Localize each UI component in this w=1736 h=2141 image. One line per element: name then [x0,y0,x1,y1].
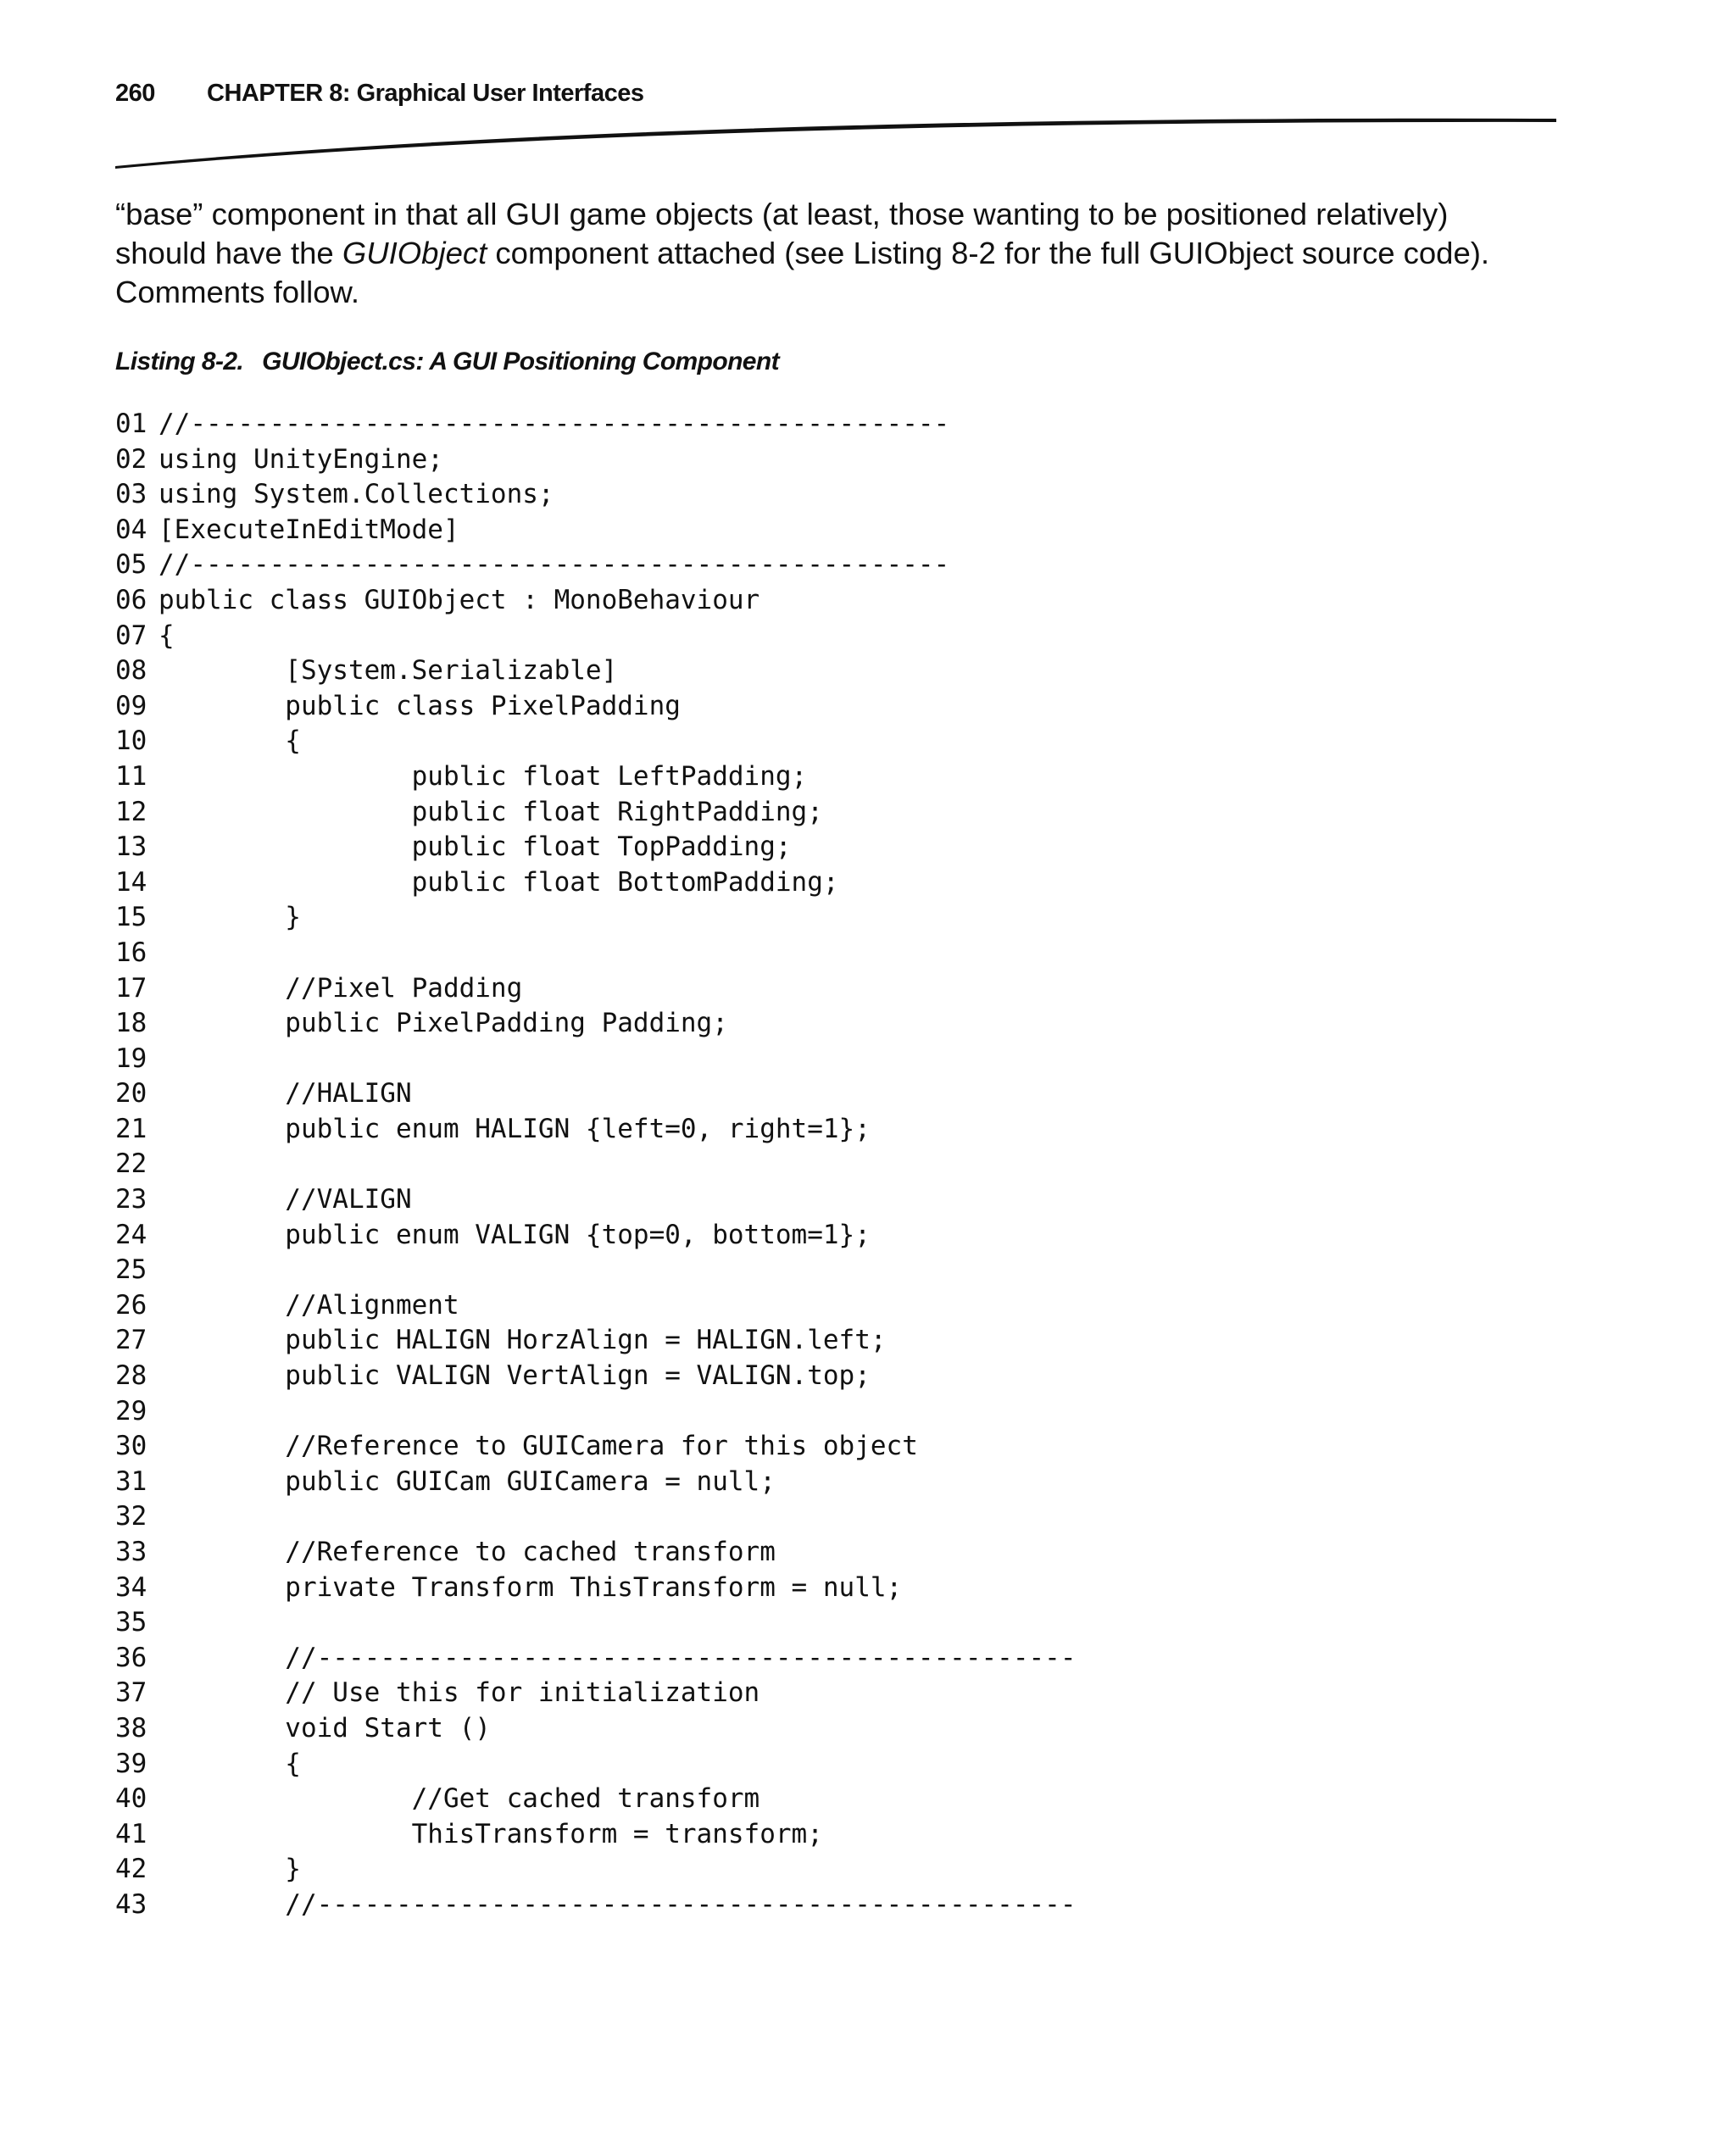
code-text: { [159,726,301,757]
code-text: //------------------------------------------------ [159,1888,1077,1920]
code-line [115,653,1077,689]
line-number: 32 [115,1501,147,1532]
code-text: public float RightPadding; [159,796,823,827]
line-number: 24 [115,1219,147,1250]
code-line [115,1782,1077,1817]
line-number: 37 [115,1677,147,1709]
line-number: 26 [115,1289,147,1321]
line-number: 36 [115,1642,147,1673]
code-line [115,1253,1077,1288]
code-text: using UnityEngine; [159,443,443,475]
line-number: 18 [115,1008,147,1039]
code-line [115,1852,1077,1888]
paragraph-text-end: component attached (see Listing 8-2 for the full GUIObject source code). Comments follow. [115,236,1490,309]
line-number: 01 [115,409,147,439]
code-line [115,689,1077,725]
code-line [115,548,1077,583]
code-text: void Start () [159,1712,491,1743]
line-number: 10 [115,726,147,757]
code-line [115,971,1077,1007]
listing-caption-title: GUIObject.cs: A GUI Positioning Component [262,348,780,375]
line-number: 33 [115,1537,147,1567]
listing-caption-label: Listing 8-2. [115,348,244,375]
code-text: //Pixel Padding [159,972,523,1004]
line-number: 27 [115,1325,147,1356]
code-text: // Use this for initialization [159,1677,760,1709]
code-line [115,1571,1077,1606]
code-line [115,830,1077,865]
line-number: 29 [115,1395,147,1426]
paragraph-text-start: “base” component in that all GUI game objects (at least, those wanting to be positioned relatively) should have the [115,197,1449,270]
code-line [115,1218,1077,1254]
line-number: 38 [115,1712,147,1743]
code-text: //------------------------------------------------ [159,549,950,581]
code-listing [115,407,1077,1923]
code-line [115,513,1077,548]
code-text: } [159,1854,301,1885]
code-line [115,1323,1077,1359]
line-number: 06 [115,584,147,615]
code-text: //Reference to GUICamera for this object [159,1431,918,1462]
code-line [115,1888,1077,1923]
code-line [115,477,1077,513]
line-number: 35 [115,1607,147,1638]
code-line [115,619,1077,654]
code-text: ThisTransform = transform; [159,1818,823,1849]
header-rule [0,0,1736,186]
line-number: 16 [115,937,147,968]
code-text: //------------------------------------------------ [159,409,950,439]
line-number: 05 [115,549,147,581]
line-number: 11 [115,760,147,792]
code-line [115,1465,1077,1500]
code-text: //------------------------------------------------ [159,1642,1077,1673]
code-line [115,583,1077,619]
code-line [115,1394,1077,1430]
code-text: //VALIGN [159,1184,412,1215]
code-text: public HALIGN HorzAlign = HALIGN.left; [159,1325,887,1356]
code-text: } [159,902,301,933]
line-number: 19 [115,1043,147,1074]
line-number: 40 [115,1783,147,1815]
code-line [115,1182,1077,1218]
line-number: 42 [115,1854,147,1885]
code-line [115,407,1077,442]
line-number: 28 [115,1360,147,1392]
listing-caption [115,348,779,376]
code-line [115,759,1077,795]
code-line [115,1711,1077,1747]
line-number: 31 [115,1465,147,1497]
line-number: 12 [115,796,147,827]
code-line [115,1288,1077,1324]
body-paragraph [115,195,1641,312]
code-text: //Get cached transform [159,1783,760,1815]
line-number: 09 [115,690,147,721]
line-number: 15 [115,902,147,933]
code-text: //Reference to cached transform [159,1537,776,1567]
code-text: public float LeftPadding; [159,760,808,792]
code-text: private Transform ThisTransform = null; [159,1571,903,1603]
code-line [115,1147,1077,1182]
code-line [115,1429,1077,1465]
code-text: [ExecuteInEditMode] [159,514,459,545]
code-text: public enum VALIGN {top=0, bottom=1}; [159,1219,871,1250]
line-number: 02 [115,443,147,475]
line-number: 43 [115,1888,147,1920]
line-number: 03 [115,479,147,510]
code-line [115,1499,1077,1535]
code-line [115,1641,1077,1677]
code-text: public class GUIObject : MonoBehaviour [159,584,760,615]
code-line [115,1605,1077,1641]
code-line [115,1817,1077,1853]
line-number: 23 [115,1184,147,1215]
code-line [115,724,1077,759]
line-number: 21 [115,1113,147,1144]
code-line [115,865,1077,901]
code-text: public GUICam GUICamera = null; [159,1465,776,1497]
code-text: public float TopPadding; [159,831,792,863]
line-number: 22 [115,1148,147,1180]
line-number: 41 [115,1818,147,1849]
line-number: 08 [115,655,147,687]
paragraph-emphasis: GUIObject [342,236,487,270]
code-text: { [159,1748,301,1779]
code-line [115,795,1077,831]
code-text: using System.Collections; [159,479,554,510]
code-text: [System.Serializable] [159,655,618,687]
code-line [115,1359,1077,1394]
chapter-title: CHAPTER 8: Graphical User Interfaces [207,80,644,107]
code-text: public class PixelPadding [159,690,681,721]
line-number: 25 [115,1254,147,1286]
line-number: 34 [115,1571,147,1603]
line-number: 30 [115,1431,147,1462]
code-line [115,1676,1077,1711]
code-text: public float BottomPadding; [159,866,839,898]
code-line [115,1112,1077,1148]
code-line [115,936,1077,971]
code-text: public VALIGN VertAlign = VALIGN.top; [159,1360,871,1392]
code-text: public PixelPadding Padding; [159,1008,728,1039]
code-line [115,1042,1077,1077]
code-text: //Alignment [159,1289,459,1321]
code-line [115,442,1077,478]
page-number: 260 [115,80,155,107]
line-number: 04 [115,514,147,545]
line-number: 14 [115,866,147,898]
code-line [115,1006,1077,1042]
line-number: 13 [115,831,147,863]
code-line [115,900,1077,936]
code-text: public enum HALIGN {left=0, right=1}; [159,1113,871,1144]
code-line [115,1076,1077,1112]
line-number: 20 [115,1078,147,1109]
line-number: 17 [115,972,147,1004]
code-text: { [159,620,175,651]
line-number: 07 [115,620,147,651]
code-text: //HALIGN [159,1078,412,1109]
code-line [115,1747,1077,1782]
code-line [115,1535,1077,1571]
line-number: 39 [115,1748,147,1779]
